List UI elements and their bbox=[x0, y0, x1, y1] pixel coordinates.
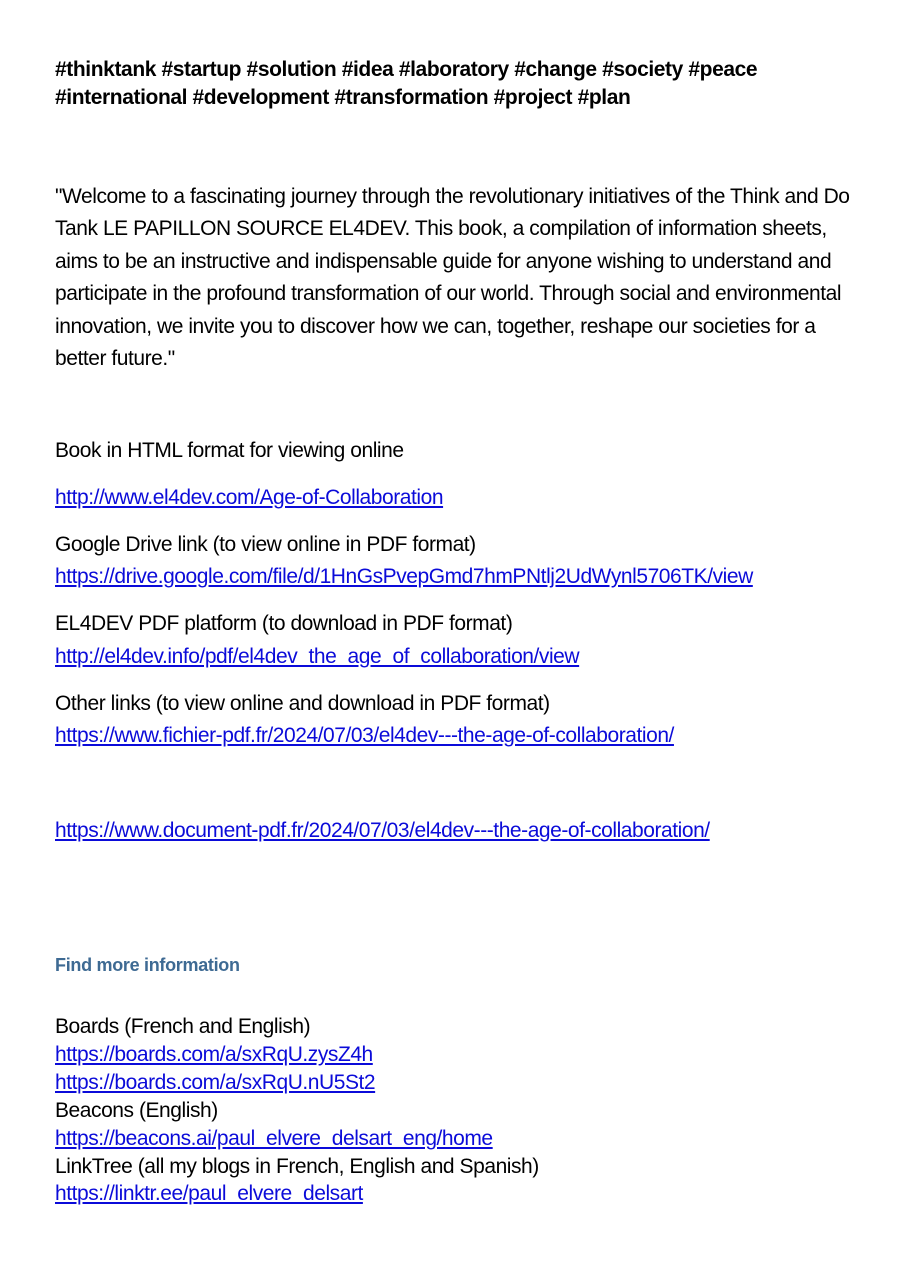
intro-paragraph: "Welcome to a fascinating journey through the revolutionary initiatives of the Think and Do Tank LE PAPILLON SOURCE EL4DEV. This book, a compilation of information sheets, aims to be an instructive and indispensable guide for anyone wishing to understand and participate in the profound transformation of our world. Through social and environmental innovation, we invite you to discover how we can, together, reshape our societies for a better future." bbox=[55, 185, 850, 371]
boards-link-2[interactable]: https://boards.com/a/sxRqU.nU5St2 bbox=[55, 1071, 376, 1094]
document-pdf-link[interactable]: https://www.document-pdf.fr/2024/07/03/el4dev---the-age-of-collaboration/ bbox=[55, 819, 710, 842]
boards-label: Boards (French and English) bbox=[55, 1015, 311, 1038]
fichier-pdf-link[interactable]: https://www.fichier-pdf.fr/2024/07/03/el4dev---the-age-of-collaboration/ bbox=[55, 724, 674, 747]
html-book-link[interactable]: http://www.el4dev.com/Age-of-Collaboration bbox=[55, 486, 444, 509]
el4dev-pdf-label: EL4DEV PDF platform (to download in PDF format) bbox=[55, 612, 513, 635]
google-drive-link[interactable]: https://drive.google.com/file/d/1HnGsPvepGmd7hmPNtlj2UdWynl5706TK/view bbox=[55, 565, 753, 588]
google-drive-label: Google Drive link (to view online in PDF format) bbox=[55, 533, 476, 556]
boards-link-1[interactable]: https://boards.com/a/sxRqU.zysZ4h bbox=[55, 1043, 373, 1066]
hashtags: #thinktank #startup #solution #idea #laboratory #change #society #peace #international #development #transformation #project #plan bbox=[55, 58, 758, 109]
linktree-link[interactable]: https://linktr.ee/paul_elvere_delsart bbox=[55, 1182, 363, 1205]
beacons-link[interactable]: https://beacons.ai/paul_elvere_delsart_eng/home bbox=[55, 1127, 493, 1150]
linktree-label: LinkTree (all my blogs in French, English and Spanish) bbox=[55, 1155, 539, 1178]
el4dev-pdf-link[interactable]: http://el4dev.info/pdf/el4dev_the_age_of_collaboration/view bbox=[55, 645, 580, 668]
html-book-label: Book in HTML format for viewing online bbox=[55, 439, 404, 462]
other-links-label: Other links (to view online and download in PDF format) bbox=[55, 692, 550, 715]
find-more-heading: Find more information bbox=[55, 955, 240, 975]
beacons-label: Beacons (English) bbox=[55, 1099, 218, 1122]
